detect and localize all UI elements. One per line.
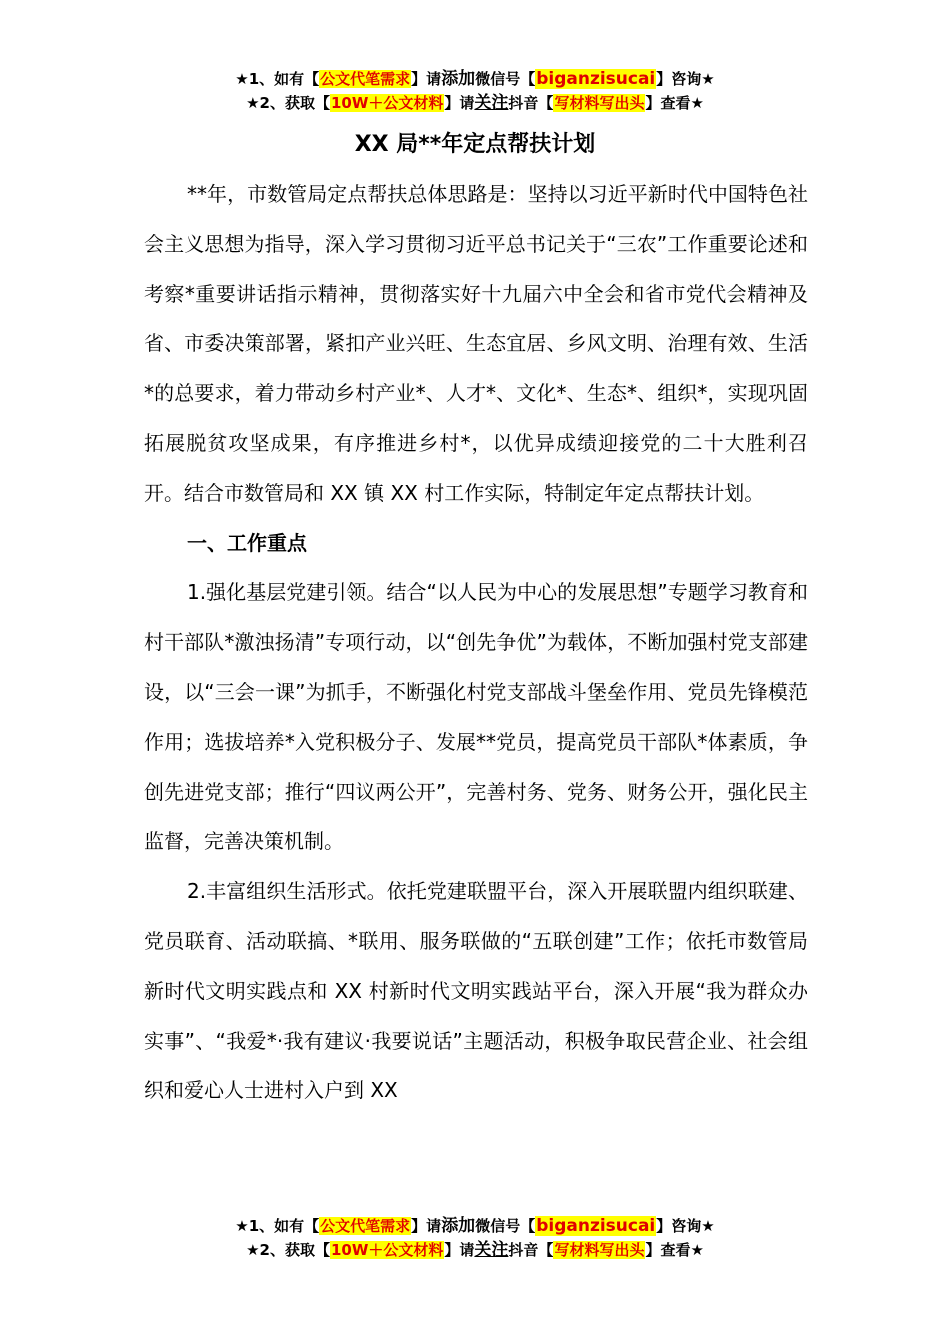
work-item-2: 2.丰富组织生活形式。依托党建联盟平台，深入开展联盟内组织联建、党员联育、活动联搞、*联用、服务联做的“五联创建”工作；依托市数管局新时代文明实践点和 XX 村新时代文明实践站平台，深入开展“我为群众办实事”、“我爱*·我有建议·我要说话”主题活动，积极争取民营企业、社会组织和爱心人士进村入户到 XX	[144, 879, 808, 1103]
promo-highlight: biganzisucai	[536, 1216, 656, 1236]
intro-paragraph: **年，市数管局定点帮扶总体思路是：坚持以习近平新时代中国特色社会主义思想为指导，深入学习贯彻习近平总书记关于“三农”工作重要论述和考察*重要讲话指示精神，贯彻落实好十九届六中全会和省市党代会精神及省、市委决策部署，紧扣产业兴旺、生态宜居、乡风文明、治理有效、生活*的总要求，着力带动乡村产业*、人才*、文化*、生态*、组织*，实现巩固拓展脱贫攻坚成果，有序推进乡村*，以优异成绩迎接党的二十大胜利召开。结合市数管局和 XX 镇 XX 村工作实际，特制定年定点帮扶计划。	[144, 182, 808, 505]
promo-text: ★1、如有【	[235, 70, 320, 88]
top-promo-banner	[0, 67, 950, 115]
document-title: XX 局**年定点帮扶计划	[354, 132, 596, 157]
promo-text: 】请	[444, 94, 475, 112]
promo-highlight: 写材料写出头	[554, 1241, 645, 1259]
promo-highlight: 10W＋公文材料	[330, 1241, 444, 1259]
promo-text: 】请	[411, 1217, 442, 1235]
bottom-promo-banner	[0, 1214, 950, 1262]
promo-text: 】查看★	[645, 94, 704, 112]
promo-text: 添加	[441, 69, 476, 89]
promo-highlight: 10W＋公文材料	[330, 94, 444, 112]
promo-text: 添加	[441, 1216, 476, 1236]
promo-text: ★2、获取【	[246, 1241, 330, 1259]
promo-text: 抖音【	[508, 94, 554, 112]
promo-text: 关注	[474, 1240, 509, 1260]
promo-highlight: 写材料写出头	[554, 94, 645, 112]
promo-text: 微信号【	[475, 1217, 536, 1235]
document-body	[144, 170, 808, 1116]
promo-text: 微信号【	[475, 70, 536, 88]
promo-line-1	[0, 1214, 950, 1238]
promo-text: 】咨询★	[656, 1217, 715, 1235]
promo-highlight: 公文代笔需求	[320, 70, 411, 88]
promo-text: 】请	[444, 1241, 475, 1259]
promo-line-1	[0, 67, 950, 91]
promo-highlight: 公文代笔需求	[320, 1217, 411, 1235]
promo-text: 抖音【	[508, 1241, 554, 1259]
promo-line-2	[0, 1238, 950, 1262]
section-heading: 一、工作重点	[187, 530, 307, 555]
promo-text: 关注	[474, 93, 509, 113]
promo-text: ★1、如有【	[235, 1217, 320, 1235]
promo-highlight: biganzisucai	[536, 69, 656, 89]
promo-line-2	[0, 91, 950, 115]
promo-text: 】查看★	[645, 1241, 704, 1259]
promo-text: 】咨询★	[656, 70, 715, 88]
promo-text: ★2、获取【	[246, 94, 330, 112]
work-item-1: 1.强化基层党建引领。结合“以人民为中心的发展思想”专题学习教育和村干部队*激浊扬清”专项行动，以“创先争优”为载体，不断加强村党支部建设，以“三会一课”为抓手，不断强化村党支部战斗堡垒作用、党员先锋模范作用；选拔培养*入党积极分子、发展**党员，提高党员干部队*体素质，争创先进党支部；推行“四议两公开”，完善村务、党务、财务公开，强化民主监督，完善决策机制。	[144, 580, 808, 854]
promo-text: 】请	[411, 70, 442, 88]
